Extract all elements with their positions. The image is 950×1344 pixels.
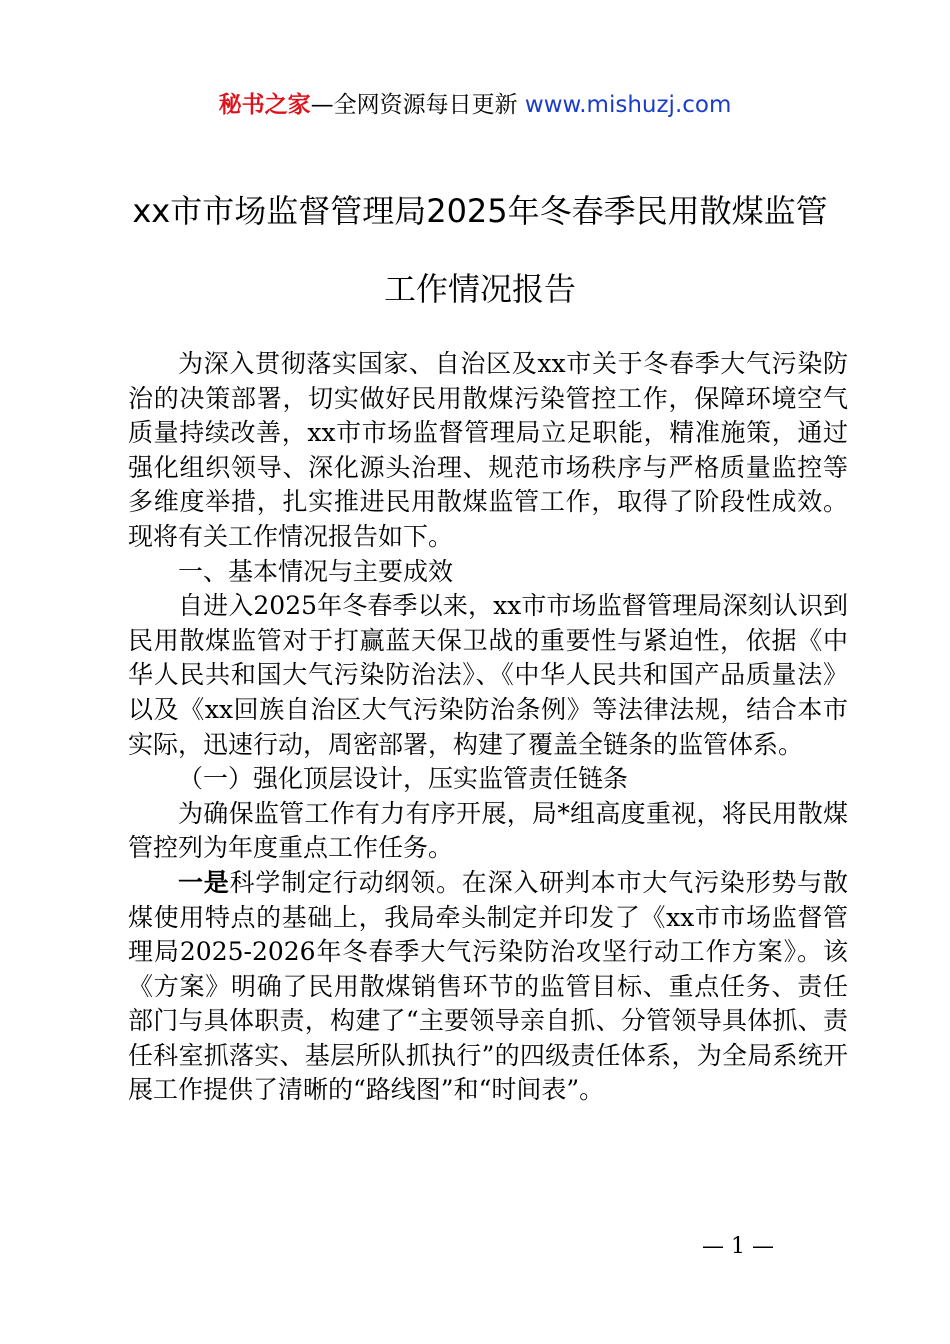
paragraph-text: 为确保监管工作有力有序开展，局*组高度重视，将民用散煤管控列为年度重点工作任务。: [128, 798, 848, 863]
site-header: [0, 88, 950, 122]
page-number: — 1 —: [702, 1234, 774, 1259]
paragraph-overview: [128, 589, 848, 762]
paragraph-intro: [128, 347, 848, 555]
site-url-link[interactable]: www.mishuzj.com: [524, 92, 732, 118]
site-brand: 秘书之家: [218, 92, 311, 118]
paragraph-point-one: [128, 866, 848, 1108]
paragraph-text: （一）强化顶层设计，压实监管责任链条: [178, 764, 629, 794]
document-title: xx市市场监督管理局2025年冬春季民用散煤监管工作情况报告: [132, 192, 828, 308]
document-body: [128, 347, 848, 1108]
site-tagline: —全网资源每日更新: [310, 92, 525, 118]
paragraph-text: 自进入2025年冬春季以来，xx市市场监督管理局深刻认识到民用散煤监管对于打赢蓝天保卫战的重要性与紧迫性，依据《中华人民共和国大气污染防治法》、《中华人民共和国产品质量法》以及《xx回族自治区大气污染防治条例》等法律法规，结合本市实际，迅速行动，周密部署，构建了覆盖全链条的监管体系。: [128, 591, 848, 759]
subsection-heading-1: [128, 762, 848, 797]
paragraph-text: 科学制定行动纲领。在深入研判本市大气污染形势与散煤使用特点的基础上，我局牵头制定并印发了《xx市市场监督管理局2025-2026年冬春季大气污染防治攻坚行动工作方案》。该《方案》明确了民用散煤销售环节的监管目标、重点任务、责任部门与具体职责，构建了“主要领导亲自抓、分管领导具体抓、责任科室抓落实、基层所队抓执行”的四级责任体系，为全局系统开展工作提供了清晰的“路线图”和“时间表”。: [128, 867, 848, 1105]
paragraph-priority: [128, 797, 848, 866]
paragraph-text: 为深入贯彻落实国家、自治区及xx市关于冬春季大气污染防治的决策部署，切实做好民用散煤污染管控工作，保障环境空气质量持续改善，xx市市场监督管理局立足职能，精准施策，通过强化组织领导、深化源头治理、规范市场秩序与严格质量监控等多维度举措，扎实推进民用散煤监管工作，取得了阶段性成效。现将有关工作情况报告如下。: [128, 349, 848, 551]
paragraph-text: 一、基本情况与主要成效: [178, 556, 454, 586]
paragraph-lead: 一是: [178, 867, 230, 897]
section-heading-1: [128, 555, 848, 590]
